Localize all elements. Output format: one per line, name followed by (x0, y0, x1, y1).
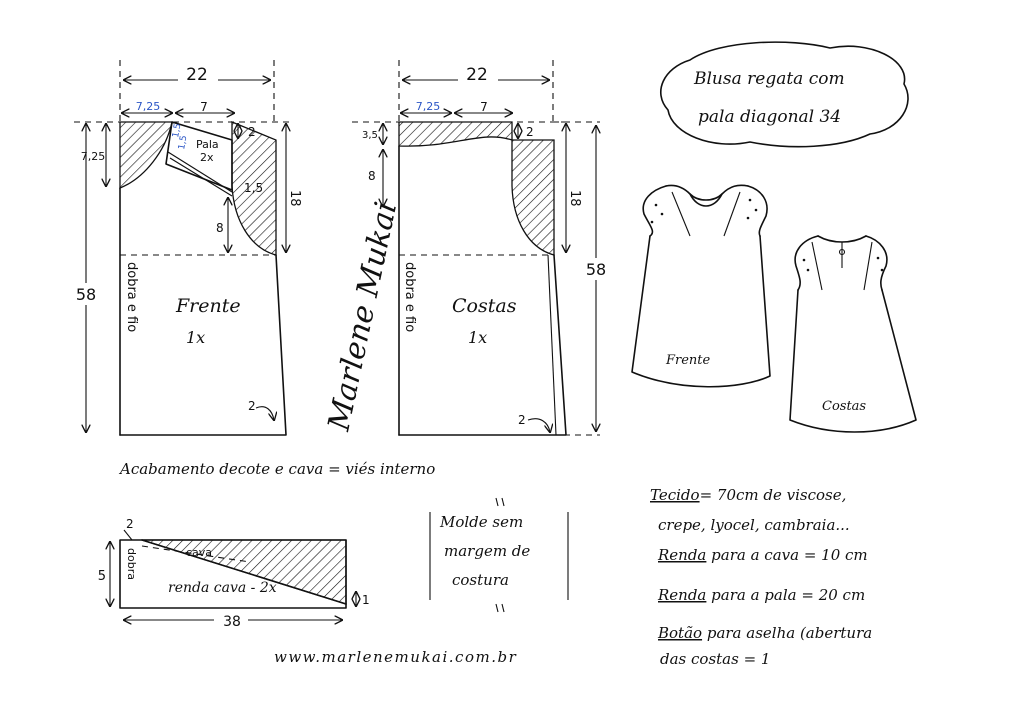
front-top-mid-label: 7 (200, 100, 208, 114)
material-line-1: Tecido= 70cm de viscose, (650, 486, 847, 504)
title-line-2: pala diagonal 34 (698, 107, 842, 127)
lace-strip-piece (98, 517, 370, 630)
back-hem-label: 2 (518, 413, 526, 427)
lace-cava-label: cava (186, 546, 213, 559)
note-line-2: margem de (444, 542, 531, 560)
front-top-left-label: 7,25 (135, 100, 161, 113)
material-line-4: Renda para a pala = 20 cm (658, 586, 866, 604)
sketch-back-label: Costas (822, 399, 867, 414)
back-shoulder-drop: 2 (526, 125, 534, 139)
front-side-a: 1,5 (244, 181, 264, 195)
website-url: www.marlenemukai.com.br (274, 648, 518, 666)
front-length-label: 58 (75, 285, 97, 304)
note-line-1: Molde sem (440, 513, 524, 531)
title-cloud (661, 42, 908, 147)
back-top-left-label: 7,25 (415, 100, 441, 113)
pala-qty: 2x (200, 151, 214, 164)
material-line-6: das costas = 1 (660, 650, 771, 668)
back-top-mid-label: 7 (480, 100, 488, 114)
lace-strip-label: renda cava - 2x (168, 580, 277, 596)
title-line-1: Blusa regata com (694, 69, 845, 89)
pala-label: Pala (196, 138, 219, 151)
back-neck-depth: 8 (368, 169, 376, 183)
back-armhole-depth: 18 (567, 190, 582, 207)
material-line-5: Botão para aselha (abertura (658, 624, 873, 642)
back-width-label: 22 (466, 65, 488, 85)
note-line-3: costura (452, 571, 509, 589)
back-piece-name: Costas (452, 295, 517, 317)
material-line-3: Renda para a cava = 10 cm (658, 546, 868, 564)
front-piece-name: Frente (176, 295, 241, 317)
front-hem-label: 2 (248, 399, 256, 413)
back-length-label: 58 (585, 260, 607, 279)
front-pattern-piece (70, 60, 302, 435)
front-shoulder-drop: 2 (248, 125, 256, 139)
material-line-2: crepe, lyocel, cambraia... (658, 516, 850, 534)
lace-end-label: 1 (362, 593, 370, 607)
back-neck-drop: 3,5 (362, 130, 378, 141)
front-fold-label: dobra e fio (124, 262, 139, 333)
front-side-b: 8 (216, 221, 224, 235)
sketch-front-label: Frente (666, 353, 711, 368)
seam-allowance-note (430, 498, 568, 612)
back-fold-label: dobra e fio (402, 262, 417, 333)
lace-width-label: 38 (223, 614, 241, 630)
lace-height-label: 5 (97, 569, 106, 584)
back-sketch (790, 236, 916, 432)
pala-small-b: 1,5 (177, 134, 190, 151)
materials-list (650, 486, 872, 668)
finishing-note: Acabamento decote e cava = viés interno (120, 460, 436, 478)
front-piece-qty: 1x (186, 328, 206, 347)
pala-small-a: 1,5 (171, 122, 184, 139)
back-piece-qty: 1x (468, 328, 488, 347)
lace-fold-label: dobra (125, 548, 138, 580)
front-armhole-depth: 18 (287, 190, 302, 207)
signature: Marlene Mukai (321, 198, 405, 434)
front-sketch (632, 185, 770, 386)
front-width-label: 22 (186, 65, 208, 85)
front-neck-depth: 7,25 (80, 150, 106, 163)
lace-top-label: 2 (126, 517, 134, 531)
